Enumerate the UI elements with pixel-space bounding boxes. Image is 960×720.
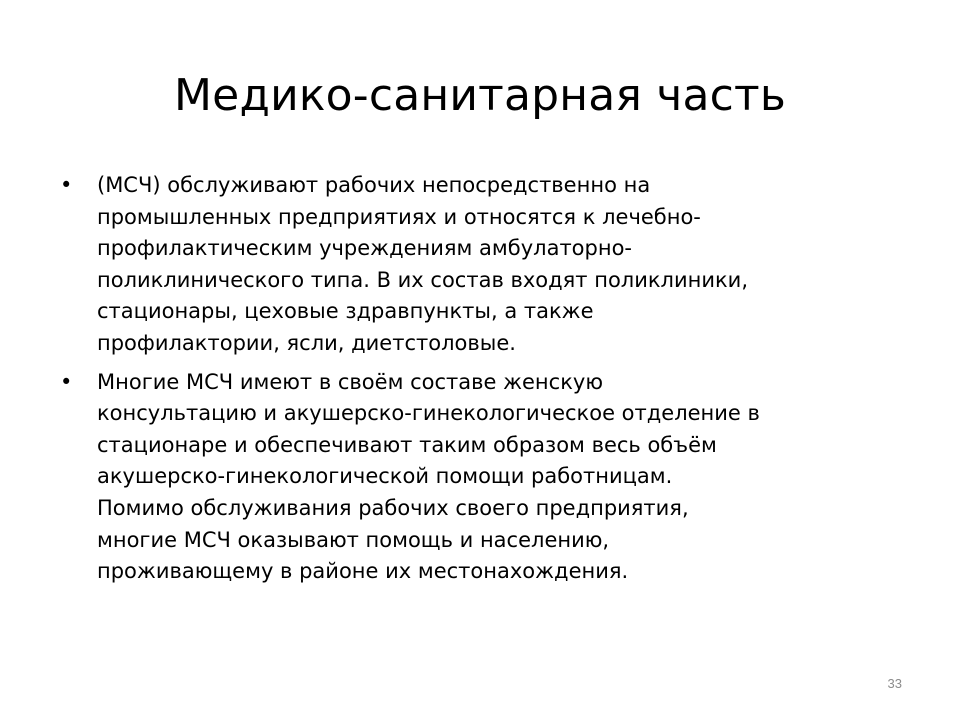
bullet-list [60,170,910,595]
bullet-item [60,367,910,588]
bullet-icon: • [60,369,73,394]
slide-title: Медико-санитарная часть [174,70,786,121]
slide-number: 33 [887,676,902,691]
bullet-text: Многие МСЧ имеют в своём составе женскую консультацию и акушерско-гинекологическое отделение в стационаре и обеспечивают таким образом весь объём акушерско-гинекологической помощи работницам. Помимо обслуживания рабочих своего предприятия, многие МСЧ оказывают помощь и населению, проживающему в районе их местонахождения. [97,369,760,584]
bullet-icon: • [60,173,73,197]
bullet-item [60,170,910,360]
bullet-text: (МСЧ) обслуживают рабочих непосредственно на промышленных предприятиях и относятся к лечебно- профилактическим учреждениям амбулаторно- поликлинического типа. В их состав входят поликлиники, стационары, цеховые здравпункты, а также профилактории, ясли, диетстоловые. [97,173,748,355]
